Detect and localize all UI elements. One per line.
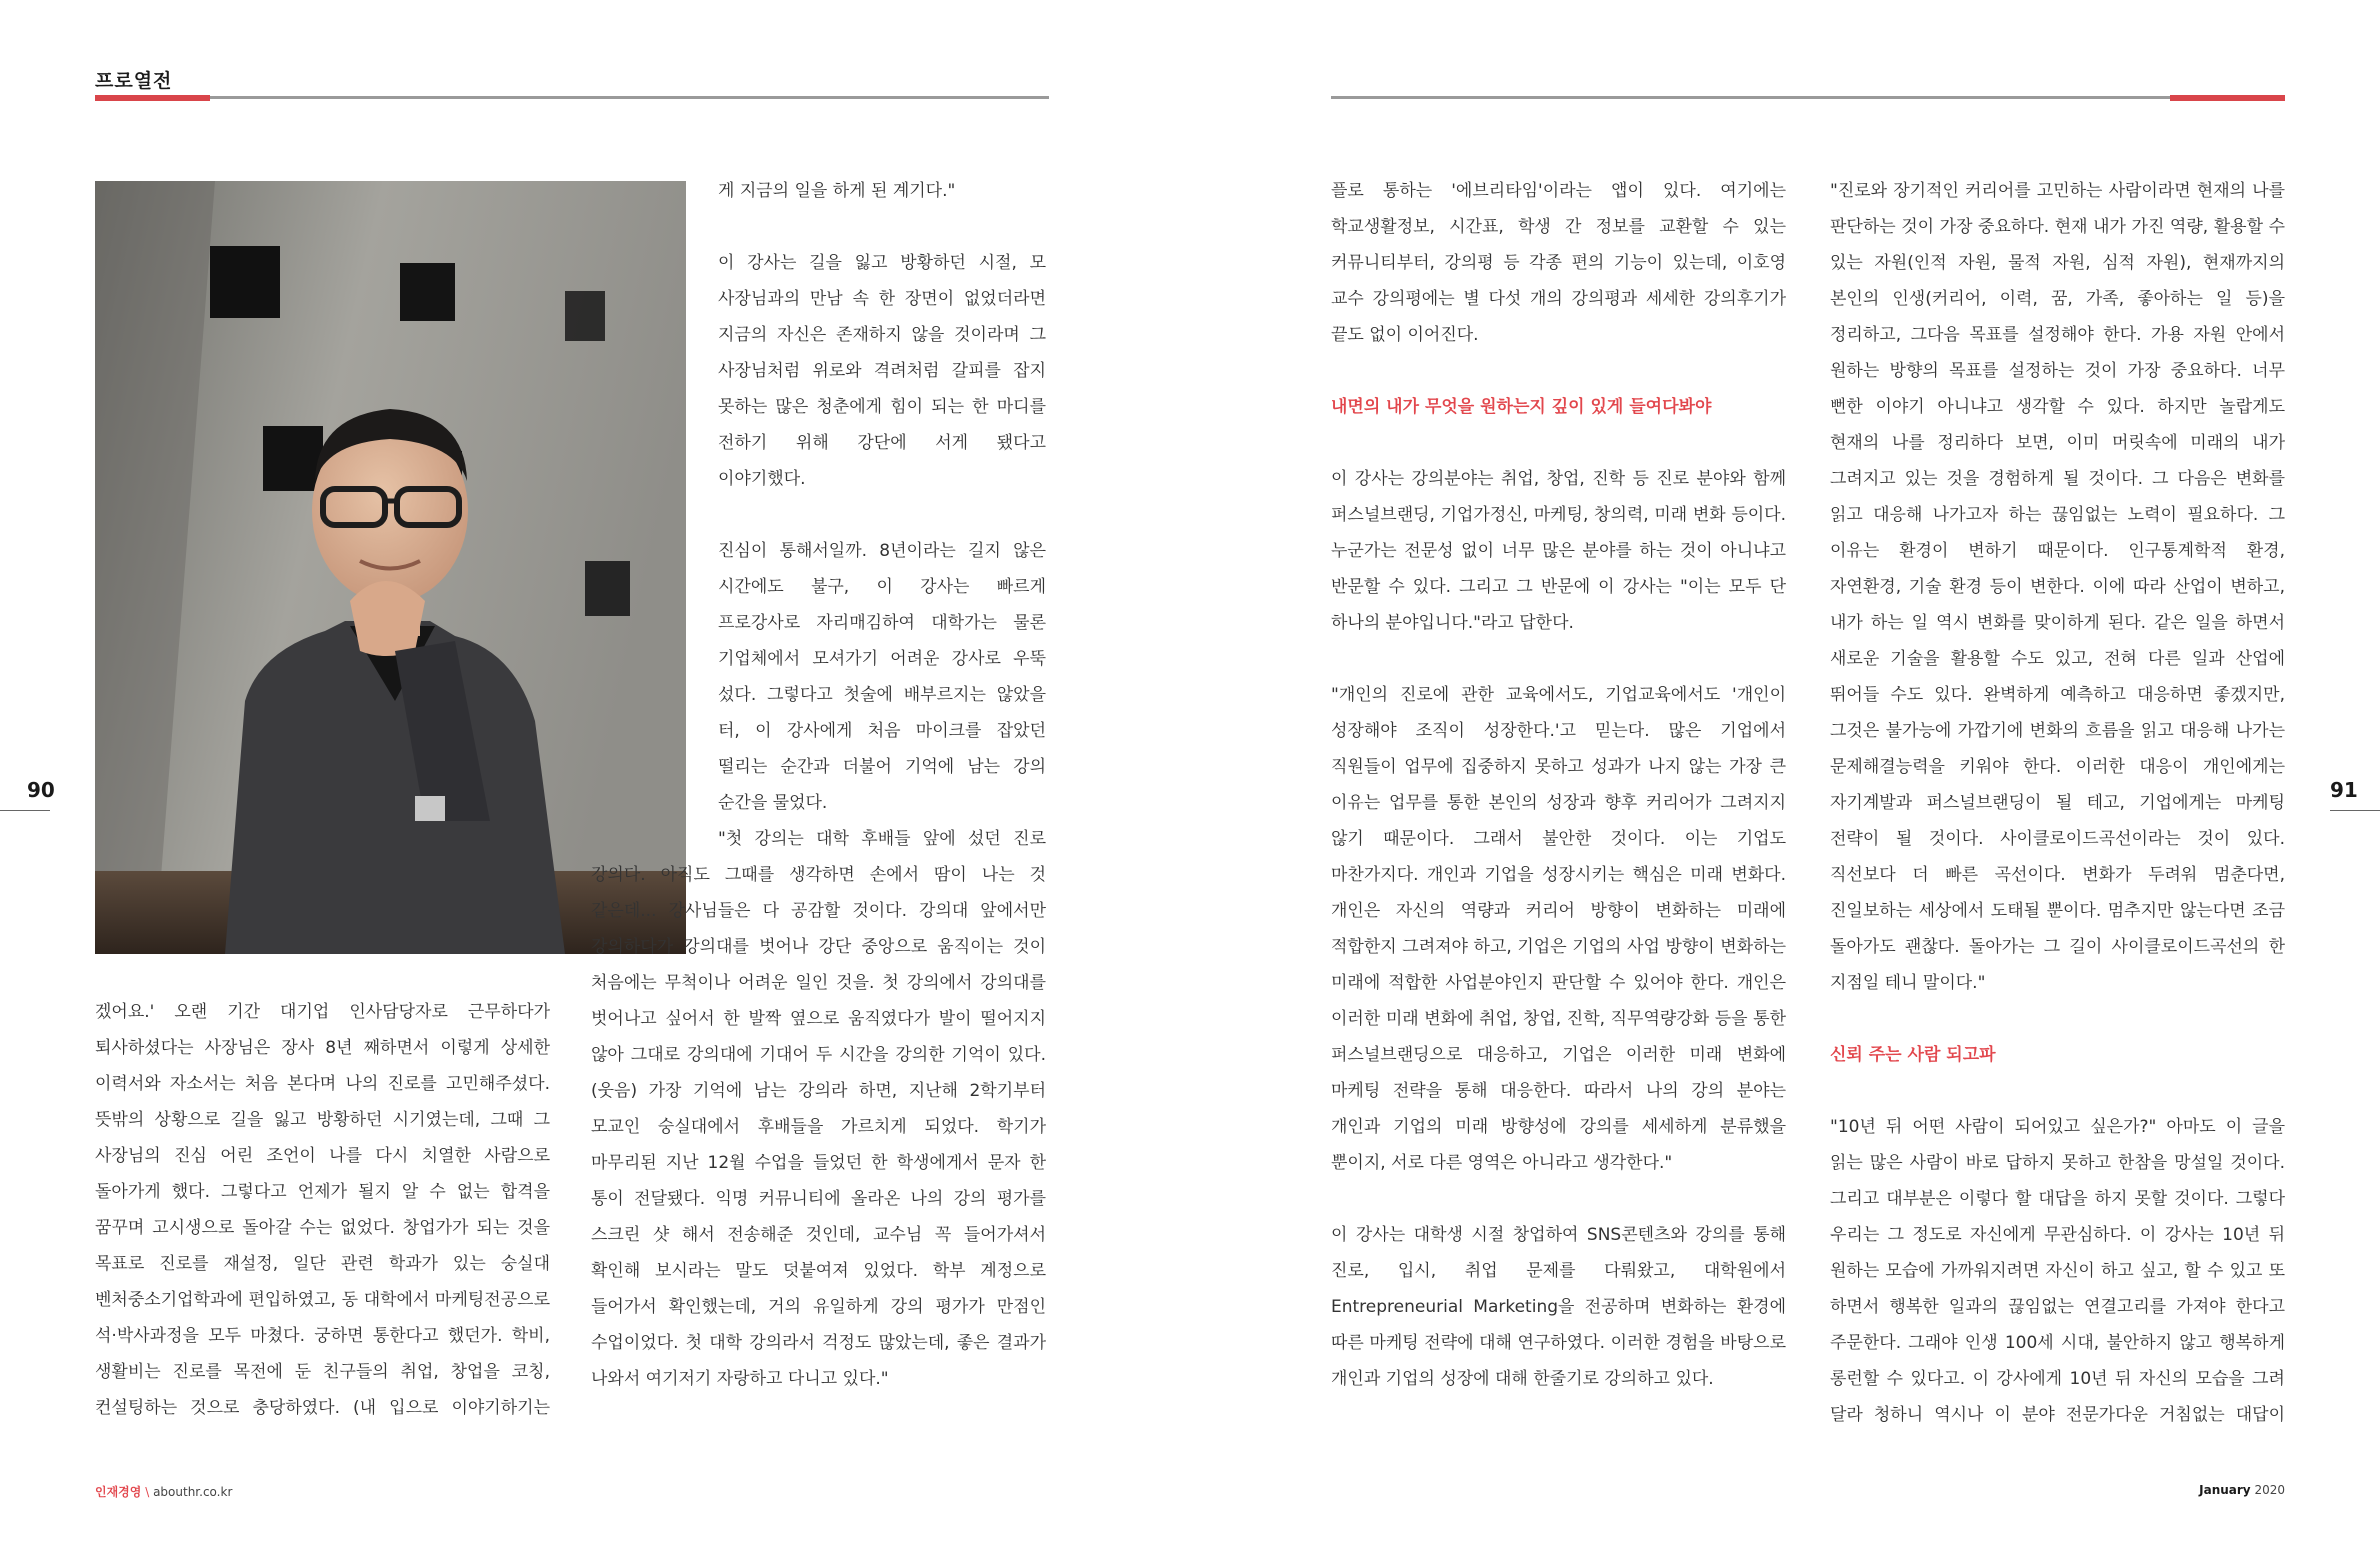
footer-brand: 인재경영	[95, 1485, 142, 1499]
header-rule-right-accent	[2170, 95, 2285, 101]
subheading: 내면의 내가 무엇을 원하는지 깊이 있게 들여다봐야	[1331, 397, 1712, 417]
paragraph	[1331, 1433, 1786, 1435]
page-number-right-rule	[2330, 810, 2380, 811]
article-column-3	[1331, 173, 1786, 1435]
page-number-right: 91	[2330, 778, 2358, 802]
paragraph: "개인의 진로에 관한 교육에서도, 기업교육에서도 '개인이 성장해야 조직이 성장한다.'고 믿는다. 많은 기업에서 직원들이 업무에 집중하지 못하고 성과가 나지 않는 가장 큰 이유는 업무를 통한 본인의 성장과 향후 커리어가 그려지지 않기 때문이다. 그래서 불안한 것이다. 이는 기업도 마찬가지다. 개인과 기업을 성장시키는 핵심은 미래 변화다. 개인은 자신의 역량과 커리어 방향이 변화하는 미래에 적합한지 그려져야 하고, 기업은 기업의 사업 방향이 변화하는 미래에 적합한 사업분야인지 판단할 수 있어야 한다. 개인은 이러한 미래 변화에 취업, 창업, 진학, 직무역량강화 등을 통한 퍼스널브랜딩으로 대응하고, 기업은 이러한 미래 변화에 마케팅 전략을 통해 대응한다. 따라서 나의 강의 분야는 개인과 기업의 미래 방향성에 강의를 세세하게 분류했을 뿐이지, 서로 다른 영역은 아니라고 생각한다."	[1331, 685, 1786, 1173]
paragraph: 플로 통하는 '에브리타임'이라는 앱이 있다. 여기에는 학교생활정보, 시간표, 학생 간 정보를 교환할 수 있는 커뮤니티부터, 강의평 등 각종 편의 기능이 있는데, 이호영 교수 강의평에는 별 다섯 개의 강의평과 세세한 강의후기가 끝도 없이 이어진다.	[1331, 181, 1786, 345]
paragraph: 이 강사는 대학생 시절 창업하여 SNS콘텐츠와 강의를 통해 진로, 입시, 취업 문제를 다뤄왔고, 대학원에서 Entrepreneurial Marketing을 전공하며 변화하는 환경에 따른 마케팅 전략에 대해 연구하였다. 이러한 경험을 바탕으로 개인과 기업의 성장에 대해 한줄기로 강의하고 있다.	[1331, 1225, 1786, 1389]
footer-left	[95, 1483, 232, 1500]
footer-year: 2020	[2254, 1483, 2285, 1497]
article-column-1	[95, 994, 550, 1434]
footer-url[interactable]: abouthr.co.kr	[153, 1485, 233, 1499]
article-column-4	[1830, 173, 2285, 1435]
paragraph: 이 강사는 강의분야는 취업, 창업, 진학 등 진로 분야와 함께 퍼스널브랜딩, 기업가정신, 마케팅, 창의력, 미래 변화 등이다. 누군가는 전문성 없이 너무 많은 분야를 하는 것이 아니냐고 반문할 수 있다. 그리고 그 반문에 이 강사는 "이는 모두 단 하나의 분야입니다."라고 답한다.	[1331, 469, 1786, 633]
paragraph: "10년 뒤 어떤 사람이 되어있고 싶은가?" 아마도 이 글을 읽는 많은 사람이 바로 답하지 못하고 한참을 망설일 것이다. 그리고 대부분은 이렇다 할 대답을 하지 못할 것이다. 그렇다 우리는 그 정도로 자신에게 무관심하다. 이 강사는 10년 뒤 원하는 모습에 가까워지려면 자신이 하고 싶고, 할 수 있고 또 하면서 행복한 일과의 끊임없는 연결고리를 가져야 한다고 주문한다. 그래야 인생 100세 시대, 불안하지 않고 행복하게 롱런할 수 있다고. 이 강사에게 10년 뒤 자신의 모습을 그려 달라 청하니 역시나 이 분야 전문가다운 거침없는 대답이	[1830, 1117, 2285, 1425]
header-rule-right	[1331, 96, 2285, 99]
footer-right	[2199, 1483, 2285, 1497]
page-number-left: 90	[27, 778, 55, 802]
paragraph: 진심이 통해서일까. 8년이라는 길지 않은 시간에도 불구, 이 강사는 빠르게 프로강사로 자리매김하여 대학가는 물론 기업체에서 모셔가기 어려운 강사로 우뚝 섰다. 그렇다고 첫술에 배부르지는 않았을 터, 이 강사에게 처음 마이크를 잡았던 떨리는 순간과 더불어 기억에 남는 강의 순간을 물었다.	[718, 541, 1046, 813]
header-rule-left	[95, 96, 1049, 99]
page-number-left-rule	[0, 810, 50, 811]
footer-month: January	[2199, 1483, 2251, 1497]
article-column-2	[591, 173, 1046, 1435]
paragraph: "진로와 장기적인 커리어를 고민하는 사람이라면 현재의 나를 판단하는 것이 가장 중요하다. 현재 내가 가진 역량, 활용할 수 있는 자원(인적 자원, 물적 자원, 심적 자원), 현재까지의 본인의 인생(커리어, 이력, 꿈, 가족, 좋아하는 일 등)을 정리하고, 그다음 목표를 설정해야 한다. 가용 자원 안에서 원하는 방향의 목표를 설정하는 것이 가장 중요하다. 너무 뻔한 이야기 아니냐고 생각할 수 있다. 하지만 놀랍게도 현재의 나를 정리하다 보면, 이미 머릿속에 미래의 내가 그려지고 있는 것을 경험하게 될 것이다. 그 다음은 변화를 읽고 대응해 나가고자 하는 끊임없는 노력이 필요하다. 그 이유는 환경이 변하기 때문이다. 인구통계학적 환경, 자연환경, 기술 환경 등이 변한다. 이에 따라 산업이 변하고, 내가 하는 일 역시 변화를 맞이하게 된다. 같은 일을 하면서 새로운 기술을 활용할 수도 있고, 전혀 다른 일과 산업에 뛰어들 수도 있다. 완벽하게 예측하고 대응하면 좋겠지만, 그것은 불가능에 가깝기에 변화의 흐름을 읽고 대응해 나가는 문제해결능력을 키워야 한다. 이러한 대응이 개인에게는 자기계발과 퍼스널브랜딩이 될 테고, 기업에게는 마케팅 전략이 될 것이다. 사이클로이드곡선이라는 것이 있다. 직선보다 더 빠른 곡선이다. 변화가 두려워 멈춘다면, 진일보하는 세상에서 도태될 뿐이다. 멈추지만 않는다면 조금 돌아가도 괜찮다. 돌아가는 그 길이 사이클로이드곡선의 한 지점일 테니 말이다."	[1830, 181, 2285, 993]
paragraph: 게 지금의 일을 하게 된 계기다."	[718, 181, 956, 201]
section-label: 프로열전	[95, 70, 173, 92]
header-rule-left-accent	[95, 95, 210, 101]
footer-slash-icon: \	[145, 1485, 150, 1499]
paragraph: 이 강사는 길을 잃고 방황하던 시절, 모 사장님과의 만남 속 한 장면이 없었더라면 지금의 자신은 존재하지 않을 것이라며 그 사장님처럼 위로와 격려처럼 갈피를 잡지 못하는 많은 청춘에게 힘이 되는 한 마디를 전하기 위해 강단에 서게 됐다고 이야기했다.	[718, 253, 1046, 489]
paragraph: 겠어요.' 오랜 기간 대기업 인사담당자로 근무하다가 퇴사하셨다는 사장님은 장사 8년 째하면서 이렇게 상세한 이력서와 자소서는 처음 본다며 나의 진로를 고민해주셨다. 뜻밖의 상황으로 길을 잃고 방황하던 시기였는데, 그때 그 사장님의 진심 어린 조언이 나를 다시 치열한 사람으로 돌아가게 했다. 그렇다고 언제가 될지 알 수 없는 합격을 꿈꾸며 고시생으로 돌아갈 수는 없었다. 창업가가 되는 것을 목표로 진로를 재설정, 일단 관련 학과가 있는 숭실대 벤처중소기업학과에 편입하였고, 동 대학에서 마케팅전공으로 석·박사과정을 모두 마쳤다. 궁하면 통한다고 했던가. 학비, 생활비는 진로를 목전에 둔 친구들의 취업, 창업을 코칭, 컨설팅하는 것으로 충당하였다. (내 입으로 이야기하기는	[95, 1002, 550, 1418]
column-2-top-indent	[591, 173, 1046, 821]
subheading: 신뢰 주는 사람 되고파	[1830, 1045, 1996, 1065]
paragraph	[591, 1433, 1046, 1435]
paragraph: "첫 강의는 대학 후배들 앞에 섰던 진로 강의다. 아직도 그때를 생각하면 손에서 땀이 나는 것 같은데... 강사님들은 다 공감할 것이다. 강의대 앞에서만 강의하다가 강의대를 벗어나 강단 중앙으로 움직이는 것이 처음에는 무척이나 어려운 일인 것을. 첫 강의에서 강의대를 벗어나고 싶어서 한 발짝 옆으로 움직였다가 발이 떨어지지 않아 그대로 강의대에 기대어 두 시간을 강의한 기억이 있다. (웃음) 가장 기억에 남는 강의라 하면, 지난해 2학기부터 모교인 숭실대에서 후배들을 가르치게 되었다. 학기가 마무리된 지난 12월 수업을 들었던 한 학생에게서 문자 한 통이 전달됐다. 익명 커뮤니티에 올라온 나의 강의 평가를 스크린 샷 해서 전송해준 것인데, 교수님 꼭 들어가셔서 확인해 보시라는 말도 덧붙여져 있었다. 학부 계정으로 들어가서 확인했는데, 거의 유일하게 강의 평가가 만점인 수업이었다. 첫 대학 강의라서 걱정도 많았는데, 좋은 결과가 나와서 여기저기 자랑하고 다니고 있다."	[591, 829, 1046, 1389]
